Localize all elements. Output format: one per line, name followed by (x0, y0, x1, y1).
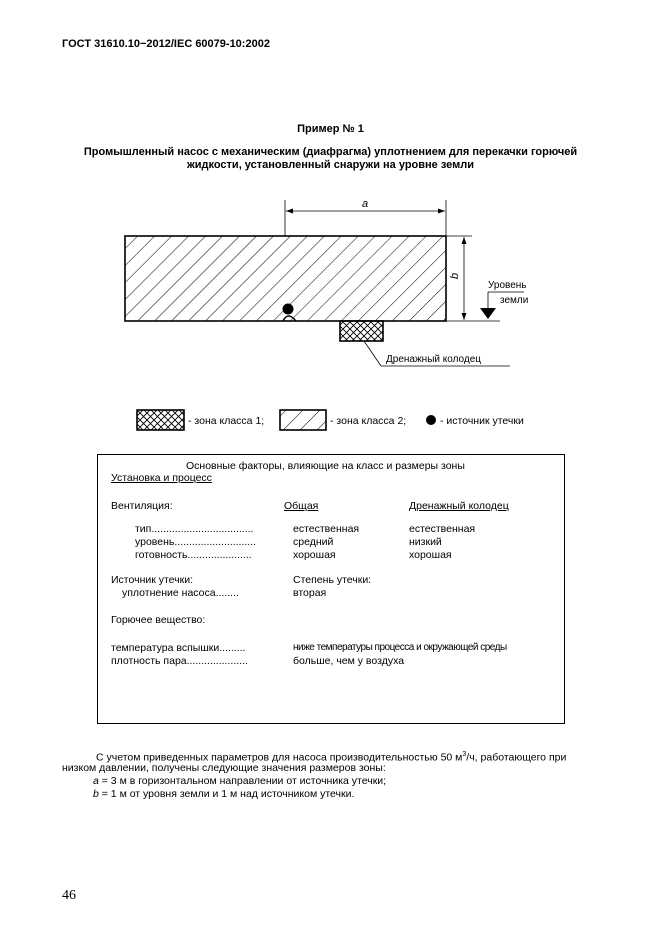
dimension-b-label: b (449, 272, 461, 279)
legend-zone-1-label: - зона класса 1; (188, 415, 265, 427)
column-general-header: Общая (284, 500, 319, 512)
source-label: Источник утечки: (111, 574, 194, 586)
conclusion-line-1: С учетом приведенных параметров для насоса производительностью 50 $м^3/ч$, работающего при (96, 751, 567, 764)
flash-point-label: температура вспышки......... (111, 642, 246, 654)
column-drain-header: Дренажный колодец (409, 500, 509, 512)
example-title: Пример № 1 (297, 123, 364, 135)
page-number: 46 (62, 888, 76, 903)
source-value: уплотнение насоса........ (122, 587, 239, 599)
substance-label: Горючее вещество: (111, 614, 206, 626)
example-description: Промышленный насос с механическим (диафрагма) уплотнением для перекачки горючей жидкости, установленный снаружи на уровне земли (83, 146, 578, 171)
conclusion-line-2: низком давлении, получены следующие значения размеров зоны: (62, 762, 386, 774)
ventilation-label: Вентиляция: (111, 500, 173, 512)
leak-source-icon (283, 304, 294, 315)
legend-zone-2-label: - зона класса 2; (330, 415, 407, 427)
row-availability-general: хорошая (293, 549, 336, 561)
legend-zone-2-swatch (280, 410, 326, 430)
table-heading: Основные факторы, влияющие на класс и размеры зоны (186, 460, 465, 472)
row-level-general: средний (293, 536, 334, 548)
row-type-general: естественная (293, 523, 360, 535)
table-subheading: Установка и процесс (111, 472, 212, 484)
vapor-density-value: больше, чем у воздуха (293, 655, 405, 667)
dimension-a-label: a (362, 198, 369, 210)
zone-class-1-area (340, 321, 383, 341)
conclusion-a: a = 3 м в горизонтальном направлении от источника утечки; (93, 775, 387, 787)
legend-zone-1-swatch (137, 410, 184, 430)
row-type-drain: естественная (409, 523, 476, 535)
row-type-label: тип................................... (135, 523, 254, 535)
ground-label-2: земли (500, 295, 529, 306)
ground-level-marker-icon (480, 308, 496, 319)
drain-label: Дренажный колодец (386, 354, 481, 365)
legend-source-label: - источник утечки (440, 415, 524, 427)
row-availability-drain: хорошая (409, 549, 452, 561)
row-availability-label: готовность...................... (135, 549, 252, 561)
row-level-drain: низкий (409, 536, 442, 548)
flash-point-value: ниже температуры процесса и окружающей среды (293, 642, 507, 653)
zone-diagram (0, 0, 661, 450)
degree-label: Степень утечки: (293, 574, 372, 586)
document-header: ГОСТ 31610.10−2012/IEC 60079-10:2002 (62, 38, 270, 50)
conclusion-b: b = 1 м от уровня земли и 1 м над источником утечки. (93, 788, 355, 800)
vapor-density-label: плотность пара..................... (111, 655, 248, 667)
degree-value: вторая (293, 587, 327, 599)
legend-source-icon (426, 415, 436, 425)
row-level-label: уровень............................ (135, 536, 257, 548)
ground-label-1: Уровень (488, 280, 527, 291)
